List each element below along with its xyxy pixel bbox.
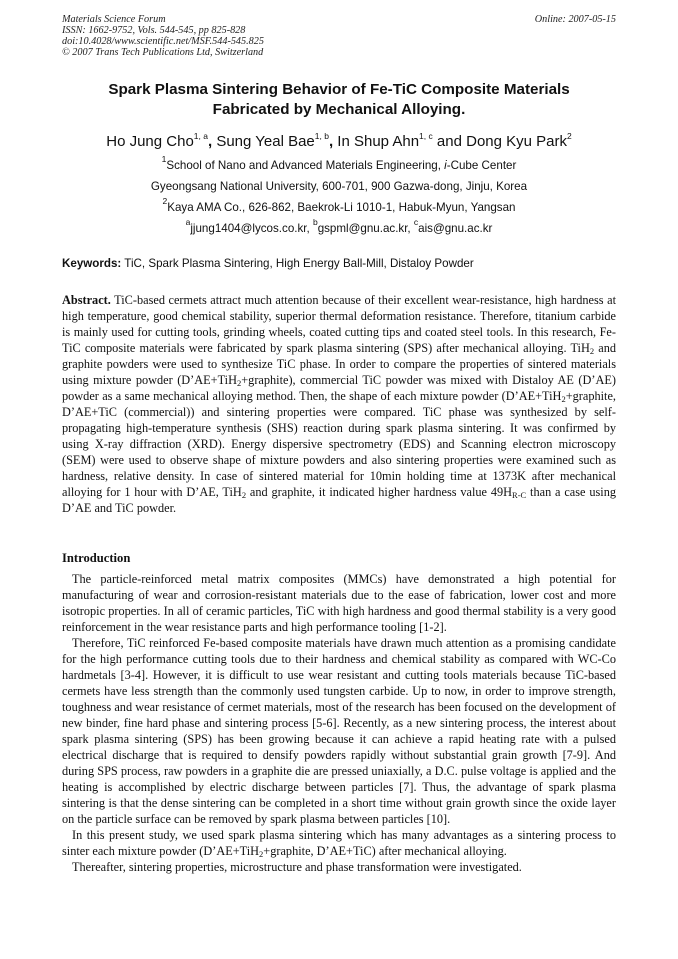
affiliation-italic: i [444,159,447,172]
subscript: R-C [512,490,527,500]
title-line-2: Fabricated by Mechanical Alloying. [212,101,466,118]
author-list [62,132,616,152]
author-superscript: 1, c [419,131,433,141]
journal-header [62,14,264,58]
title-line-1: Spark Plasma Sintering Behavior of Fe-TiC Composite Materials [108,81,570,98]
subscript: 2 [236,378,242,388]
abstract-text: +graphite, D’AE+TiC (commercial)) and sintering properties were compared. TiC phase was synthesized by self-propagating high-temperature synthesis (SHS) reaction during spark plasma sintering. It was confirmed by using X-ray diffraction (XRD). Energy dispersive spectrometry (EDS) and Scanning electron microscopy (SEM) were used to observe shape of mixture powders and also sintering properties were examined such as hardness, relative density. In case of sintered material for 10min holding time at 1373K after mechanical alloying for 1 hour with D’AE, TiH [62,389,616,499]
subscript: 2 [241,490,247,500]
abstract-text: than a case using D’AE and TiC powder. [62,485,616,515]
issn-line: ISSN: 1662-9752, Vols. 544-545, pp 825-828 [62,25,246,36]
author-separator: , [328,133,338,150]
paper-title [62,80,616,120]
keywords-text: TiC, Spark Plasma Sintering, High Energy Ball-Mill, Distaloy Powder [121,257,474,270]
affiliation-text: -Cube Center [446,159,517,172]
email-address: jjung1404@lycos.co.kr, [190,222,313,235]
author-name: Dong Kyu Park [466,133,568,150]
author-name: Sung Yeal Bae [216,133,315,150]
abstract [62,292,616,516]
keywords [62,256,616,272]
email-address: ais@gnu.ac.kr [418,222,493,235]
doi-line: doi:10.4028/www.scientific.net/MSF.544-545.825 [62,36,264,47]
author-conjunction: and [432,133,467,150]
introduction-body [62,571,616,875]
email-line [62,217,616,237]
author-separator: , [207,133,217,150]
abstract-text: and graphite, it indicated higher hardness value 49H [246,485,513,499]
affiliation-text: School of Nano and Advanced Materials Engineering, [166,159,445,172]
email-marker: b [312,217,318,227]
keywords-label: Keywords: [62,257,122,270]
affiliation-1 [62,154,616,174]
intro-paragraph [62,827,616,859]
affiliation-text: Kaya AMA Co., 626-862, Baekrok-Li 1010-1, Habuk-Myun, Yangsan [167,201,516,214]
email-marker: a [185,217,191,227]
subscript: 2 [589,346,595,356]
abstract-text: +graphite), commercial TiC powder was mixed with Distaloy AE (D’AE) powder as a same mechanical alloying method. Then, the shape of each mixture powder (D’AE+TiH [62,373,616,403]
email-address: gspml@gnu.ac.kr, [317,222,414,235]
online-date: Online: 2007-05-15 [534,14,616,25]
author-superscript: 1, a [193,131,208,141]
abstract-text: TiC-based cermets attract much attention because of their excellent wear-resistance, high hardness at high temperature, good chemical stability, superior thermal deformation resistance. Therefore, titanium carbide is mainly used for cutting tools, grinding wheels, coated cutting tips and coated steel tools. In this research, Fe-TiC composite materials were fabricated by spark plasma sintering (SPS) after mechanical alloying. TiH [62,293,616,355]
affiliation-marker: 1 [161,154,167,164]
intro-text: +graphite, D’AE+TiC) after mechanical alloying. [263,844,507,858]
copyright-line: © 2007 Trans Tech Publications Ltd, Switzerland [62,47,264,58]
author-name: In Shup Ahn [337,133,420,150]
intro-paragraph: Therefore, TiC reinforced Fe-based composite materials have drawn much attention as a promising candidate for the high performance cutting tools due to their hardness and chemical stability as compared with WC-Co hardmetals [3-4]. However, it is difficult to use wear resistant and cutting tools materials because TiC-based cermets have less strength than the commonly used tungsten carbide. Up to now, in order to improve strength, toughness and wear resistance of cermet materials, most of the research has been focused on the development of new binder, fine hard phase and sintering process [5-6]. Recently, as a new sintering process, the interest about spark plasma sintering (SPS) has been growing because it can achieve a rapid heating rate with a pulsed electrical discharge that is required to densify powders rapidly without substantial grain growth [7-9]. And during SPS process, raw powders in a graphite die are pressed uniaxially, a D.C. pulse voltage is applied and the heating is accomplished by electric discharge between particles [7]. Thus, the advantage of spark plasma sintering is that the dense sintering can be completed in a short time without grain growth since the oxide layer on the particle surface can be removed by spark plasma between particles [10]. [62,636,616,826]
author-name: Ho Jung Cho [106,133,194,150]
abstract-text: and graphite powders were used to synthesize TiC phase. In order to compare the properties of sintered materials using mixture powder (D’AE+TiH [62,341,616,387]
email-marker: c [413,217,419,227]
journal-name: Materials Science Forum [62,14,166,25]
affiliation-1-address: Gyeongsang National University, 600-701, 900 Gazwa-dong, Jinju, Korea [150,180,528,193]
subscript: 2 [259,849,264,859]
subscript: 2 [561,394,566,404]
intro-text: In this present study, we used spark plasma sintering which has many advantages as a sintering process to sinter each mixture powder (D’AE+TiH [62,828,616,858]
intro-paragraph: Thereafter, sintering properties, microstructure and phase transformation were investigated. [72,860,522,874]
author-superscript: 1, b [314,131,329,141]
affiliation-2 [62,196,616,216]
abstract-label: Abstract. [62,293,111,307]
affiliation-marker: 2 [162,196,168,206]
author-superscript: 2 [567,131,572,141]
section-heading-introduction: Introduction [62,551,131,565]
intro-paragraph: The particle-reinforced metal matrix composites (MMCs) have demonstrated a high potential for manufacturing of wear and corrosion-resistant materials due to the ease of fabrication, lower cost and more isotropic properties. In all of ceramic particles, TiC with high hardness and good thermal stability is a very good reinforcement in the wear resistance parts and high performance tooling [1-2]. [62,572,616,634]
